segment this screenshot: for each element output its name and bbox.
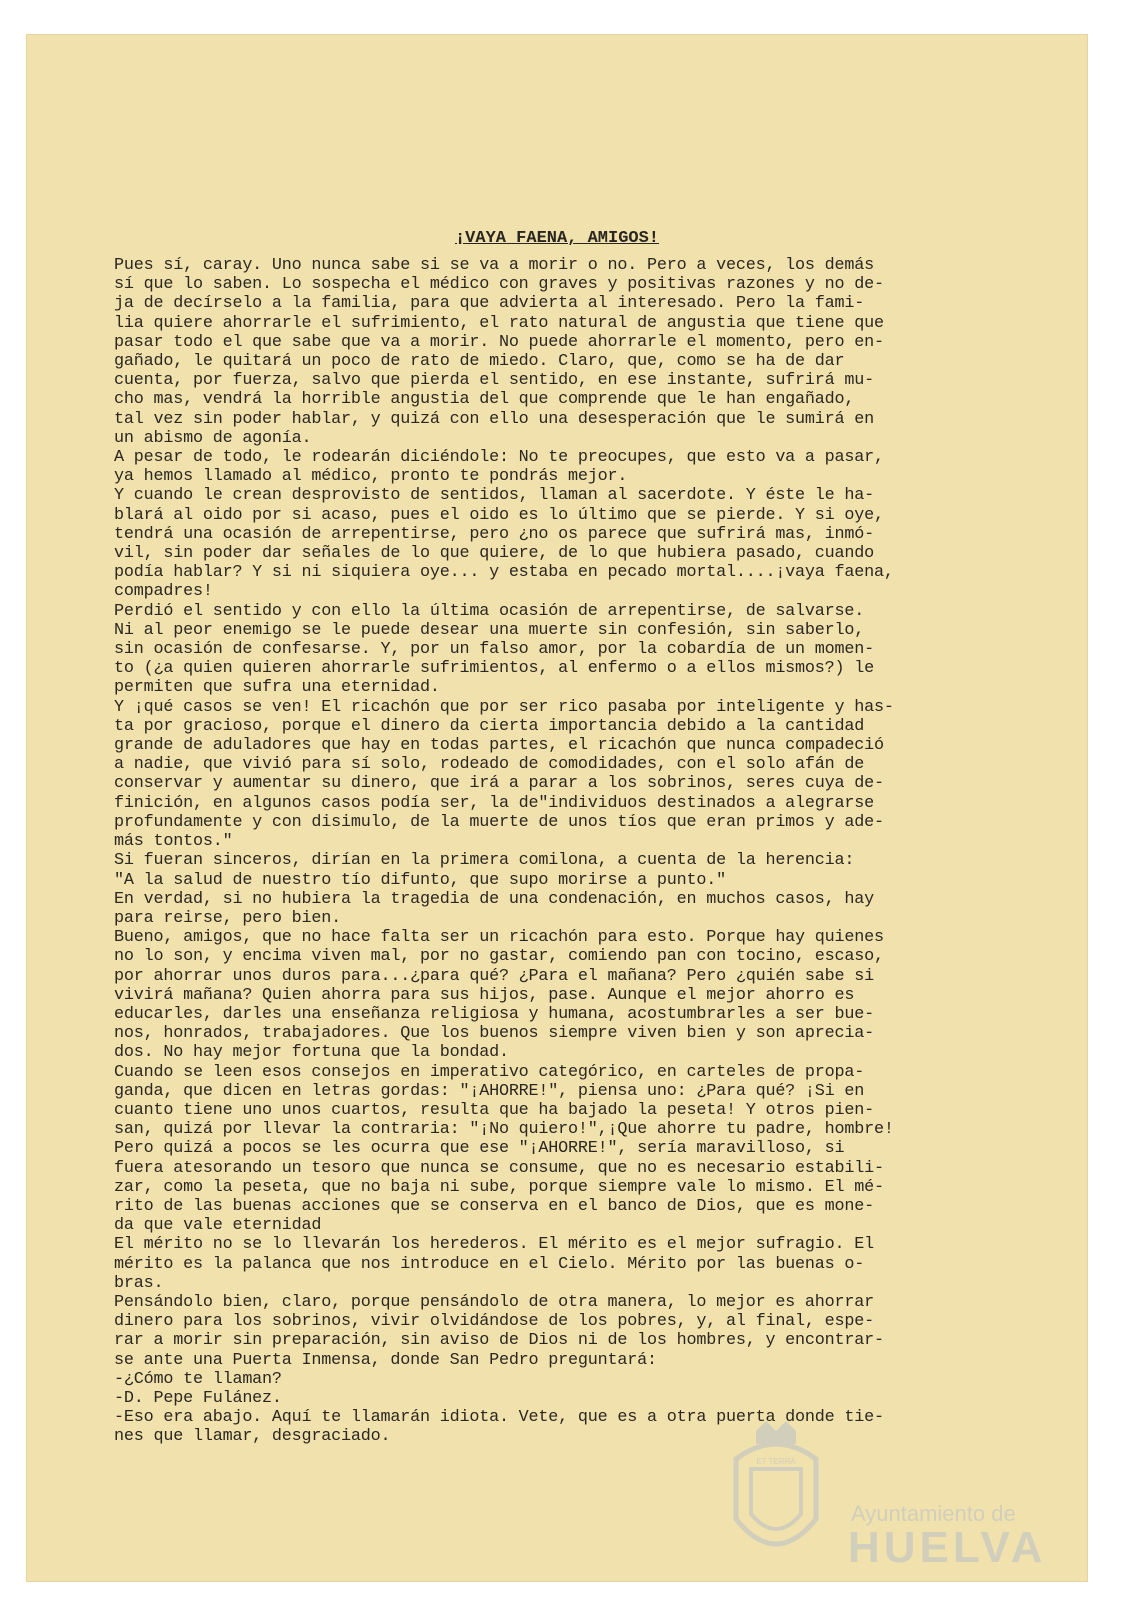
text-line: to (¿a quien quieren ahorrarle sufrimientos, al enfermo o a ellos mismos?) le [114,659,875,679]
text-line: Cuando se leen esos consejos en imperativo categórico, en carteles de propa- [114,1062,865,1082]
text-line: a nadie, que vivió para sí solo, rodeado de comodidades, con el solo afán de [114,755,865,775]
text-line: En verdad, si no hubiera la tragedia de una condenación, en muchos casos, hay [114,889,875,909]
text-line: El mérito no se lo llevarán los herederos. El mérito es el mejor sufragio. El [114,1235,875,1255]
text-line: mérito es la palanca que nos introduce en el Cielo. Mérito por las buenas o- [114,1254,865,1274]
text-line: Perdió el sentido y con ello la última ocasión de arrepentirse, de salvarse. [114,601,865,621]
text-line: cuanto tiene uno unos cuartos, resulta que ha bajado la peseta! Y otros pien- [114,1100,875,1120]
text-line: tendrá una ocasión de arrepentirse, pero ¿no os parece que sufrirá mas, inmó- [114,524,875,544]
text-line: -¿Cómo te llaman? [114,1369,282,1389]
crest-motto: ET TERRA [756,1457,796,1466]
text-line: Pero quizá a pocos se les ocurra que ese "¡AHORRE!", sería maravilloso, si [114,1139,845,1159]
paper-sheet [26,34,1088,1582]
text-line: blará al oido por si acaso, pues el oido es lo último que se pierde. Y si oye, [114,505,884,525]
text-line: compadres! [114,582,213,602]
document-body [114,256,1074,1447]
text-line: ta por gracioso, porque el dinero da cierta importancia debido a la cantidad [114,716,865,736]
text-line: Y cuando le crean desprovisto de sentidos, llaman al sacerdote. Y éste le ha- [114,486,875,506]
text-line: pasar todo el que sabe que va a morir. No puede ahorrarle el momento, pero en- [114,332,884,352]
document-title: ¡VAYA FAENA, AMIGOS! [454,229,660,248]
text-line: rar a morir sin preparación, sin aviso de Dios ni de los hombres, y encontrar- [114,1331,884,1351]
text-line: Ni al peor enemigo se le puede desear una muerte sin confesión, sin saberlo, [114,620,865,640]
text-line: san, quizá por llevar la contraria: "¡No quiero!",¡Que ahorre tu padre, hombre! [114,1120,894,1140]
text-line: cuenta, por fuerza, salvo que pierda el sentido, en ese instante, sufrirá mu- [114,371,875,391]
text-line: vivirá mañana? Quien ahorra para sus hijos, pase. Aunque el mejor ahorro es [114,985,855,1005]
text-line: Si fueran sinceros, dirían en la primera comilona, a cuenta de la herencia: [114,851,855,871]
text-line: para reirse, pero bien. [114,908,342,928]
text-line: -Eso era abajo. Aquí te llamarán idiota. Vete, que es a otra puerta donde tie- [114,1408,884,1428]
text-line: un abismo de agonía. [114,428,312,448]
text-line: rito de las buenas acciones que se conserva en el banco de Dios, que es mone- [114,1196,875,1216]
text-line: dos. No hay mejor fortuna que la bondad. [114,1043,509,1063]
text-line: Bueno, amigos, que no hace falta ser un ricachón para esto. Porque hay quienes [114,928,884,948]
text-line: sí que lo saben. Lo sospecha el médico con graves y positivas razones y no de- [114,275,884,295]
text-line: -D. Pepe Fulánez. [114,1388,282,1408]
text-line: nes que llamar, desgraciado. [114,1427,391,1447]
text-line: permiten que sufra una eternidad. [114,678,440,698]
text-line: da que vale eternidad [114,1216,322,1236]
text-line: por ahorrar unos duros para...¿para qué? ¿Para el mañana? Pero ¿quién sabe si [114,966,875,986]
text-line: dinero para los sobrinos, vivir olvidándose de los pobres, y, al final, espe- [114,1312,875,1332]
text-line: bras. [114,1273,164,1293]
text-line: sin ocasión de confesarse. Y, por un falso amor, por la cobardía de un momen- [114,640,875,660]
text-line: fuera atesorando un tesoro que nunca se consume, que no es necesario estabili- [114,1158,884,1178]
text-line: se ante una Puerta Inmensa, donde San Pedro preguntará: [114,1350,657,1370]
text-line: más tontos." [114,832,233,852]
watermark-line-2: HUELVA [848,1523,1047,1572]
text-line: A pesar de todo, le rodearán diciéndole: No te preocupes, que esto va a pasar, [114,448,884,468]
watermark-line-1: Ayuntamiento de [851,1501,1016,1526]
watermark [716,1419,1056,1572]
text-line: tal vez sin poder hablar, y quizá con ello una desesperación que le sumirá en [114,409,875,429]
text-line: nos, honrados, trabajadores. Que los buenos siempre viven bien y son aprecia- [114,1024,875,1044]
text-line: ganda, que dicen en letras gordas: "¡AHORRE!", piensa uno: ¿Para qué? ¡Si en [114,1081,865,1101]
text-line: Pensándolo bien, claro, porque pensándolo de otra manera, lo mejor es ahorrar [114,1292,875,1312]
text-line: no lo son, y encima viven mal, por no gastar, comiendo pan con tocino, escaso, [114,947,884,967]
text-line: cho mas, vendrá la horrible angustia del que comprende que le han engañado, [114,390,855,410]
text-line: lia quiere ahorrarle el sufrimiento, el rato natural de angustia que tiene que [114,313,884,333]
text-line: profundamente y con disimulo, de la muerte de unos tíos que eran primos y ade- [114,812,884,832]
text-line: finición, en algunos casos podía ser, la de"individuos destinados a alegrarse [114,793,875,813]
text-line: gañado, le quitará un poco de rato de miedo. Claro, que, como se ha de dar [114,352,845,372]
text-line: conservar y aumentar su dinero, que irá a parar a los sobrinos, seres cuya de- [114,774,884,794]
text-line: Y ¡qué casos se ven! El ricachón que por ser rico pasaba por inteligente y has- [114,697,894,717]
text-line: grande de aduladores que hay en todas partes, el ricachón que nunca compadeció [114,736,884,756]
text-line: Pues sí, caray. Uno nunca sabe si se va a morir o no. Pero a veces, los demás [114,256,875,275]
text-line: vil, sin poder dar señales de lo que quiere, de lo que hubiera pasado, cuando [114,544,875,564]
text-line: ya hemos llamado al médico, pronto te pondrás mejor. [114,467,628,487]
coat-of-arms-icon [716,1419,836,1569]
text-line: podía hablar? Y si ni siquiera oye... y estaba en pecado mortal....¡vaya faena, [114,563,894,583]
text-line: "A la salud de nuestro tío difunto, que supo morirse a punto." [114,870,726,890]
text-line: zar, como la peseta, que no baja ni sube, porque siempre vale lo mismo. El mé- [114,1177,884,1197]
text-line: educarles, darles una enseñanza religiosa y humana, acostumbrarles a ser bue- [114,1004,875,1024]
text-line: ja de decírselo a la familia, para que advierta al interesado. Pero la fami- [114,294,865,314]
